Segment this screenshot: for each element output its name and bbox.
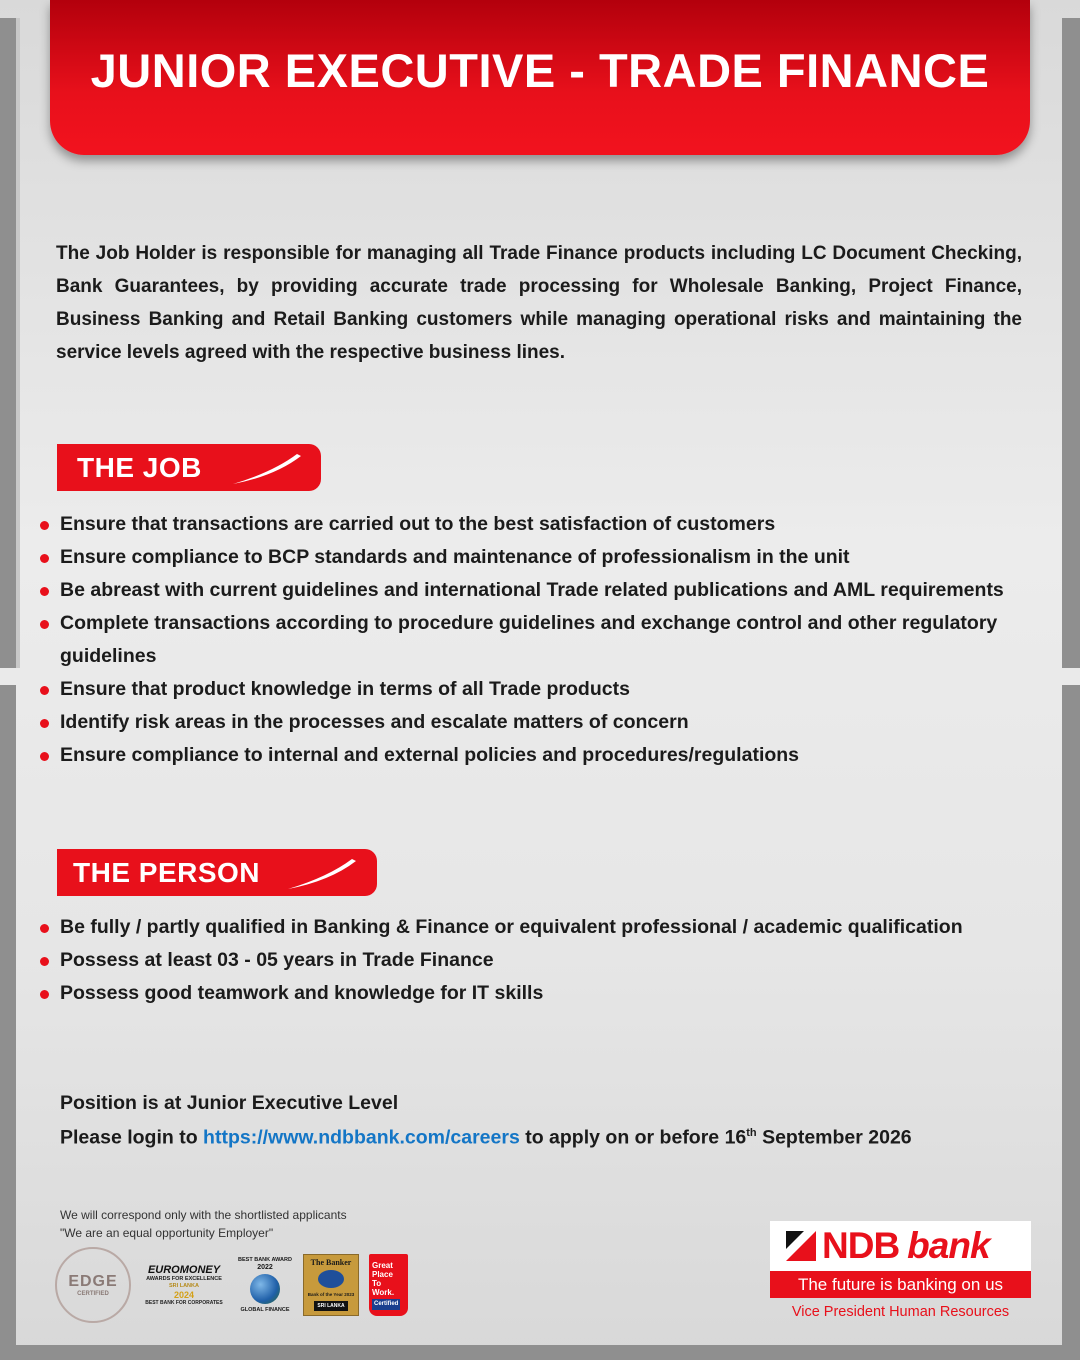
list-item: Ensure compliance to BCP standards and maintenance of professionalism in the unit xyxy=(38,541,1028,574)
ndb-tagline: The future is banking on us xyxy=(770,1271,1031,1298)
swoosh-icon xyxy=(227,450,317,488)
person-list xyxy=(38,911,1028,1010)
edge-certified-badge: EDGE CERTIFIED xyxy=(55,1247,131,1323)
list-item: Ensure that transactions are carried out to the best satisfaction of customers xyxy=(38,508,1028,541)
position-level: Position is at Junior Executive Level xyxy=(60,1092,399,1114)
application-info xyxy=(60,1088,912,1153)
the-banker-badge: The Banker Bank of the Year 2023 SRI LANKA xyxy=(303,1254,359,1316)
banker-emblem-icon xyxy=(318,1270,344,1288)
frame-line-inner-left xyxy=(16,18,20,668)
apply-line: Please login to https://www.ndbbank.com/careers to apply on or before 16th September 2026 xyxy=(60,1126,912,1149)
list-item: Be fully / partly qualified in Banking & Finance or equivalent professional / academic qualification xyxy=(38,911,1028,944)
award-badges xyxy=(55,1252,408,1318)
list-item: Complete transactions according to procedure guidelines and exchange control and other regulatory guidelines xyxy=(38,607,1010,673)
bullet-icon xyxy=(40,620,49,629)
bullet-icon xyxy=(40,554,49,563)
job-list xyxy=(38,508,1028,772)
bullet-icon xyxy=(40,752,49,761)
frame-line-right-bottom xyxy=(1062,685,1080,1345)
bullet-icon xyxy=(40,587,49,596)
section-tag-job xyxy=(57,444,321,491)
section-title-person: THE PERSON xyxy=(73,856,261,888)
section-title-job: THE JOB xyxy=(77,451,202,483)
list-item: Ensure that product knowledge in terms of all Trade products xyxy=(38,673,1028,706)
bullet-icon xyxy=(40,990,49,999)
frame-line-left xyxy=(0,18,16,668)
intro-paragraph: The Job Holder is responsible for managing all Trade Finance products including LC Document Checking, Bank Guarantees, by providing accurate trade processing for Wholesale Banking, Project Finance, Business Banking and Retail Banking customers while managing operational risks and maintaining the service levels agreed with the respective business lines. xyxy=(56,243,1022,363)
bullet-icon xyxy=(40,957,49,966)
list-item: Identify risk areas in the processes and escalate matters of concern xyxy=(38,706,1028,739)
disclaimer: We will correspond only with the shortlisted applicants "We are an equal opportunity Employer" xyxy=(60,1208,347,1240)
page-title: JUNIOR EXECUTIVE - TRADE FINANCE xyxy=(90,44,990,97)
global-finance-badge: BEST BANK AWARD 2022 GLOBAL FINANCE xyxy=(238,1257,292,1313)
frame-line-right xyxy=(1062,18,1080,668)
bank-wordmark: bank xyxy=(907,1225,990,1266)
frame-line-bottom xyxy=(0,1345,1080,1360)
list-item: Possess good teamwork and knowledge for IT skills xyxy=(38,977,1028,1010)
ndb-emblem-icon xyxy=(784,1229,818,1263)
careers-link[interactable]: https://www.ndbbank.com/careers xyxy=(203,1126,520,1149)
signatory: Vice President Human Resources xyxy=(791,1304,1010,1320)
globe-icon xyxy=(250,1274,280,1304)
great-place-to-work-badge: Great Place To Work. Certified xyxy=(369,1254,408,1316)
list-item: Possess at least 03 - 05 years in Trade Finance xyxy=(38,944,1028,977)
list-item: Be abreast with current guidelines and international Trade related publications and AML requirements xyxy=(38,574,1028,607)
header-banner xyxy=(50,0,1030,155)
list-item: Ensure compliance to internal and external policies and procedures/regulations xyxy=(38,739,1028,772)
frame-line-left-bottom xyxy=(0,685,16,1345)
bullet-icon xyxy=(40,719,49,728)
bullet-icon xyxy=(40,521,49,530)
bullet-icon xyxy=(40,924,49,933)
euromoney-badge: EUROMONEY AWARDS FOR EXCELLENCE SRI LANKA 2024 BEST BANK FOR CORPORATES xyxy=(145,1263,223,1306)
ndb-logo-mark xyxy=(770,1221,1031,1271)
swoosh-icon xyxy=(282,855,372,893)
ndb-wordmark: NDB xyxy=(822,1225,900,1266)
ndb-bank-logo xyxy=(770,1221,1031,1320)
section-tag-person xyxy=(57,849,377,896)
bullet-icon xyxy=(40,686,49,695)
